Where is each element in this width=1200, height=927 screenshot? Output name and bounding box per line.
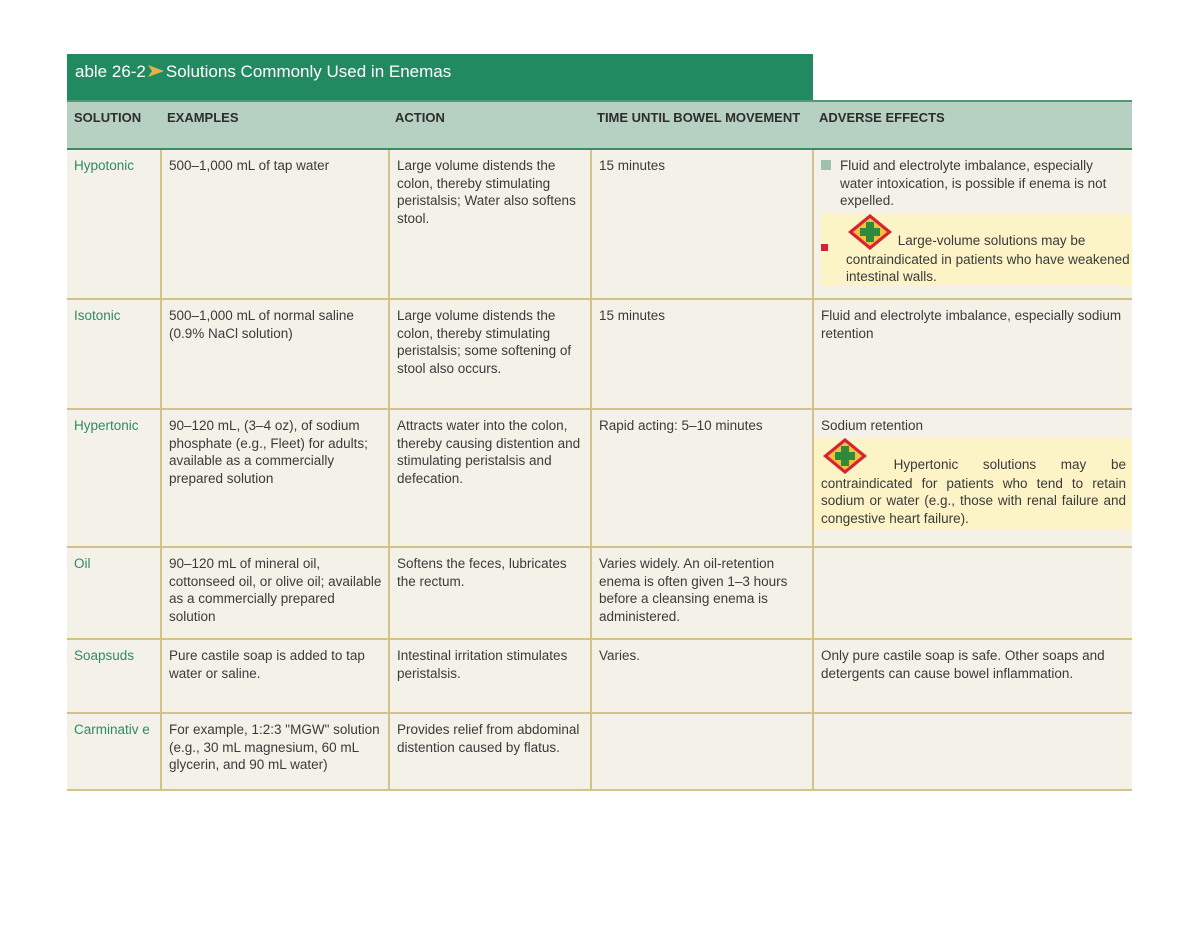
action-cell: Provides relief from abdominal distention caused by flatus. <box>388 714 590 789</box>
adverse-effects-cell <box>812 410 1132 546</box>
time-cell: 15 minutes <box>590 300 812 408</box>
table-title <box>75 62 451 82</box>
examples-cell: 90–120 mL of mineral oil, cottonseed oil, or olive oil; available as a commercially prepared solution <box>160 548 388 638</box>
examples-cell: 90–120 mL, (3–4 oz), of sodium phosphate (e.g., Fleet) for adults; available as a commercially prepared solution <box>160 410 388 546</box>
table-number: able 26-2 <box>75 62 146 81</box>
header-solution: SOLUTION <box>74 110 142 125</box>
red-bullet-icon <box>821 244 828 251</box>
examples-cell: 500–1,000 mL of normal saline (0.9% NaCl solution) <box>160 300 388 408</box>
adverse-bullet-text: Fluid and electrolyte imbalance, especially water intoxication, is possible if enema is not expelled. <box>840 158 1107 208</box>
adverse-alert-text: Large-volume solutions may be contraindicated in patients who have weakened intestinal walls. <box>846 232 1130 284</box>
action-cell: Softens the feces, lubricates the rectum. <box>388 548 590 638</box>
table-title-text: Solutions Commonly Used in Enemas <box>165 62 452 81</box>
time-cell <box>590 714 812 789</box>
table-header-row <box>67 100 1132 150</box>
table-row <box>67 548 1132 640</box>
chevron-arrow-icon <box>147 64 165 78</box>
adverse-effects-cell: Fluid and electrolyte imbalance, especially sodium retention <box>812 300 1132 408</box>
safety-alert-box <box>814 437 1132 531</box>
square-bullet-icon <box>821 160 831 170</box>
table-row <box>67 410 1132 548</box>
time-cell: 15 minutes <box>590 150 812 298</box>
enema-solutions-table <box>67 100 1132 791</box>
examples-cell: For example, 1:2:3 "MGW" solution (e.g., 30 mL magnesium, 60 mL glycerin, and 90 mL water) <box>160 714 388 789</box>
header-time: TIME UNTIL BOWEL MOVEMENT <box>597 110 801 125</box>
time-cell: Varies. <box>590 640 812 712</box>
time-cell: Varies widely. An oil-retention enema is often given 1–3 hours before a cleansing enema is administered. <box>590 548 812 638</box>
adverse-alert-text: Hypertonic solutions may be contraindicated for patients who tend to retain sodium or water (e.g., those with renal failure and congestive heart failure). <box>821 456 1126 526</box>
safety-alert-icon <box>846 213 894 251</box>
action-cell: Large volume distends the colon, thereby stimulating peristalsis; some softening of stool also occurs. <box>388 300 590 408</box>
examples-cell: Pure castile soap is added to tap water or saline. <box>160 640 388 712</box>
solution-name: Hypotonic <box>74 158 135 173</box>
table-title-bar <box>67 54 813 100</box>
adverse-effects-cell <box>812 548 1132 638</box>
adverse-effects-cell <box>812 150 1132 298</box>
header-adverse-effects: ADVERSE EFFECTS <box>819 110 945 125</box>
table-row <box>67 150 1132 300</box>
adverse-bullet-item <box>821 157 1126 210</box>
time-cell: Rapid acting: 5–10 minutes <box>590 410 812 546</box>
solution-name: Carminativ e <box>74 722 150 737</box>
header-action: ACTION <box>395 110 445 125</box>
action-cell: Intestinal irritation stimulates peristalsis. <box>388 640 590 712</box>
solution-name: Soapsuds <box>74 648 135 663</box>
table-row <box>67 640 1132 714</box>
action-cell: Large volume distends the colon, thereby stimulating peristalsis; Water also softens stool. <box>388 150 590 298</box>
adverse-effects-cell <box>812 714 1132 789</box>
table-row <box>67 300 1132 410</box>
solution-name: Hypertonic <box>74 418 139 433</box>
adverse-text: Sodium retention <box>821 418 924 433</box>
action-cell: Attracts water into the colon, thereby causing distention and stimulating peristalsis and defecation. <box>388 410 590 546</box>
table-row <box>67 714 1132 791</box>
safety-alert-icon <box>821 437 869 475</box>
solution-name: Isotonic <box>74 308 121 323</box>
safety-alert-box <box>821 213 1132 286</box>
header-examples: EXAMPLES <box>167 110 239 125</box>
adverse-effects-cell: Only pure castile soap is safe. Other soaps and detergents can cause bowel inflammation. <box>812 640 1132 712</box>
examples-cell: 500–1,000 mL of tap water <box>160 150 388 298</box>
solution-name: Oil <box>74 556 91 571</box>
